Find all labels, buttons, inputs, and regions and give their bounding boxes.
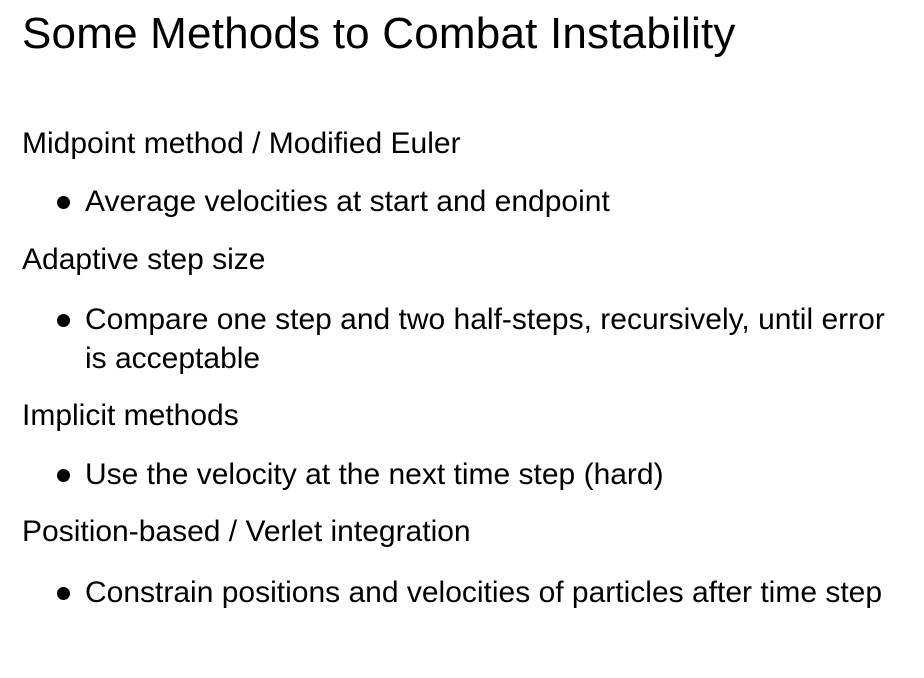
bullet-item [53, 182, 903, 222]
bullet-dot-icon [57, 196, 70, 209]
bullet-item [53, 455, 903, 495]
bullet-dot-icon [57, 587, 70, 600]
bullet-dot-icon [57, 314, 70, 327]
bullet-text: Compare one step and two half-steps, recursively, until error is acceptable [85, 303, 885, 375]
bullet-item [53, 573, 903, 653]
bullet-item [53, 300, 903, 380]
section-heading-midpoint: Midpoint method / Modified Euler [22, 127, 461, 160]
bullet-text: Use the velocity at the next time step (hard) [85, 458, 664, 491]
section-heading-adaptive: Adaptive step size [22, 243, 266, 276]
section-heading-implicit: Implicit methods [22, 399, 239, 432]
bullet-text: Constrain positions and velocities of particles after time step [85, 576, 883, 609]
slide-title: Some Methods to Combat Instability [22, 9, 736, 58]
section-heading-position-based: Position-based / Verlet integration [22, 515, 471, 548]
bullet-text: Average velocities at start and endpoint [85, 185, 610, 218]
bullet-dot-icon [57, 469, 70, 482]
